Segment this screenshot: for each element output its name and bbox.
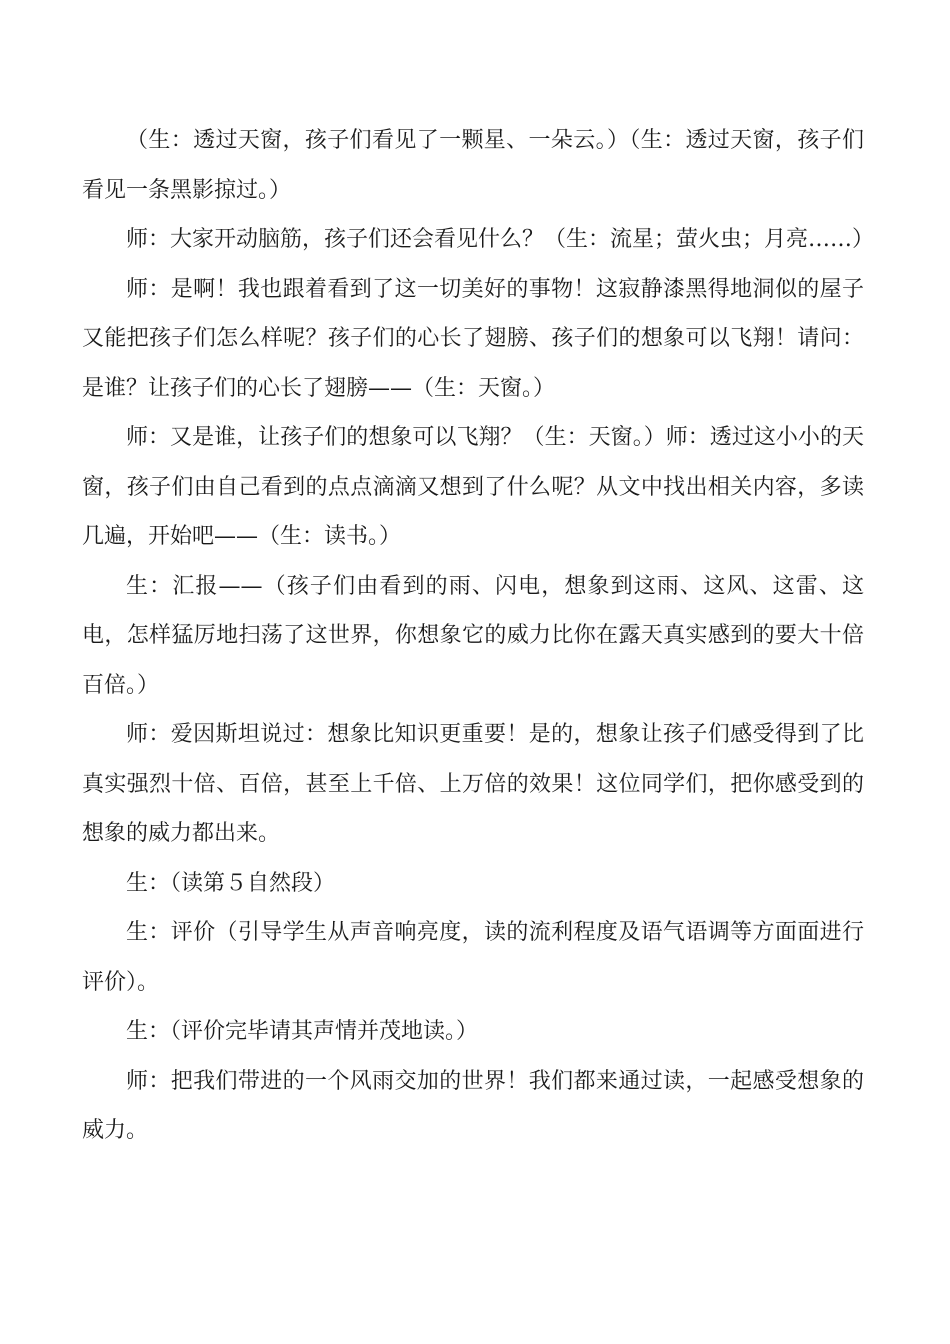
- paragraph-student-read: 生：（读第５自然段）: [126, 870, 336, 896]
- paragraph-teacher-question: 师：大家开动脑筋，孩子们还会看见什么？（生：流星；萤火虫；月亮……）: [126, 227, 875, 252]
- paragraph-students-skylight: （生：透过天窗，孩子们看见了一颗星、一朵云。）（生：透过天窗，孩子们看见一条黑影掠过。）: [82, 128, 864, 203]
- paragraph-teacher-einstein: 师：爱因斯坦说过：想象比知识更重要！是的，想象让孩子们感受得到了比真实强烈十倍、百倍，甚至上千倍、上万倍的效果！这位同学们，把你感受到的想象的威力都出来。: [82, 722, 864, 846]
- document-body: [82, 116, 875, 1156]
- paragraph-student-read-aloud: 生：（评价完毕请其声情并茂地读。）: [126, 1019, 479, 1044]
- paragraph-student-evaluate: 生：评价（引导学生从声音响亮度，读的流利程度及语气语调等方面面进行评价）。: [82, 920, 864, 995]
- paragraph-student-report: 生：汇报——（孩子们由看到的雨、闪电，想象到这雨、这风、这雷、这电，怎样猛厉地扫荡了这世界，你想象它的威力比你在露天真实感到的要大十倍百倍。）: [82, 573, 864, 698]
- paragraph-teacher-imagination: 师：又是谁，让孩子们的想象可以飞翔？（生：天窗。）师：透过这小小的天窗，孩子们由自己看到的点点滴滴又想到了什么呢？从文中找出相关内容，多读几遍，开始吧——（生：读书。）: [82, 425, 864, 549]
- paragraph-teacher-closing: 师：把我们带进的一个风雨交加的世界！我们都来通过读，一起感受想象的威力。: [82, 1068, 864, 1143]
- paragraph-teacher-wings: 师：是啊！我也跟着看到了这一切美好的事物！这寂静漆黑得地洞似的屋子又能把孩子们怎么样呢？孩子们的心长了翅膀、孩子们的想象可以飞翔！请问：是谁？让孩子们的心长了翅膀——（生：天窗。）: [82, 276, 864, 401]
